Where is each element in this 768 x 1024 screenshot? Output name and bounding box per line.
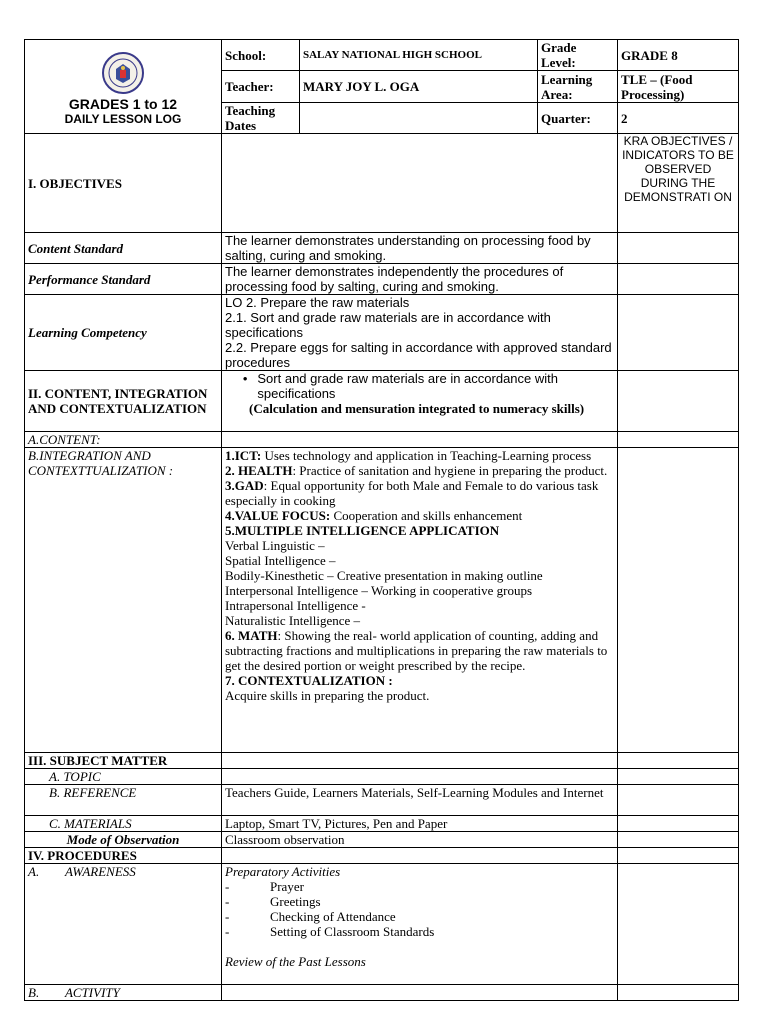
teacher-label: Teacher:: [222, 71, 300, 103]
deped-seal-icon: [101, 51, 145, 95]
awareness-label: A. AWARENESS: [25, 864, 222, 985]
teacher-value: MARY JOY L. OGA: [300, 71, 538, 103]
mi-item: Interpersonal Intelligence – Working in cooperative groups: [225, 583, 533, 598]
learning-area-label: Learning Area:: [538, 71, 618, 103]
performance-standard-value: The learner demonstrates independently the procedures of processing food by salting, curing and smoking.: [222, 264, 618, 295]
performance-standard-label: Performance Standard: [25, 264, 222, 295]
subject-matter-blank: [222, 753, 618, 769]
mi-item: Intrapersonal Intelligence -: [225, 598, 366, 613]
school-label: School:: [222, 40, 300, 71]
activity-kra: [618, 985, 739, 1001]
a-content-value: [222, 432, 618, 448]
quarter-label: Quarter:: [538, 103, 618, 134]
activity-label: B. ACTIVITY: [25, 985, 222, 1001]
health-bold: 2. HEALTH: [225, 463, 293, 478]
procedures-kra: [618, 848, 739, 864]
b-integration-label: B.INTEGRATION AND CONTEXTTUALIZATION :: [25, 448, 222, 753]
content-kra: [618, 371, 739, 432]
topic-kra: [618, 769, 739, 785]
mode-of-observation-label: Mode of Observation: [25, 832, 222, 848]
mi-item: Naturalistic Intelligence –: [225, 613, 361, 628]
subject-matter-heading: III. SUBJECT MATTER: [25, 753, 222, 769]
integration-note: (Calculation and mensuration integrated to numeracy skills): [249, 401, 585, 416]
ict-text: Uses technology and application in Teaching-Learning process: [261, 448, 592, 463]
learning-competency-value: [222, 295, 618, 371]
materials-label: C. MATERIALS: [25, 816, 222, 832]
awareness-kra: [618, 864, 739, 985]
integration-value: [222, 448, 618, 753]
a-content-kra: [618, 432, 739, 448]
learning-area-value: TLE – (Food Processing): [618, 71, 739, 103]
context-text: Acquire skills in preparing the product.: [225, 688, 430, 703]
gad-line: [225, 478, 614, 508]
preparatory-item: - Prayer: [225, 879, 304, 894]
reference-value: Teachers Guide, Learners Materials, Self-Learning Modules and Internet: [222, 785, 618, 816]
competency-line: 2.1. Sort and grade raw materials are in accordance with specifications: [225, 310, 551, 340]
school-value: SALAY NATIONAL HIGH SCHOOL: [300, 40, 538, 71]
lesson-log-table: [24, 39, 739, 1001]
value-text: Cooperation and skills enhancement: [330, 508, 523, 523]
preparatory-item: - Greetings: [225, 894, 321, 909]
materials-kra: [618, 816, 739, 832]
reference-kra: [618, 785, 739, 816]
procedures-heading: IV. PROCEDURES: [25, 848, 222, 864]
materials-value: Laptop, Smart TV, Pictures, Pen and Paper: [222, 816, 618, 832]
value-line: [225, 508, 614, 523]
content-bullet-text: Sort and grade raw materials are in accordance with specifications: [257, 371, 558, 401]
competency-line: 2.2. Prepare eggs for salting in accordance with approved standard procedures: [225, 340, 612, 370]
teaching-dates-value: [300, 103, 538, 134]
content-standard-label: Content Standard: [25, 233, 222, 264]
preparatory-item: - Checking of Attendance: [225, 909, 396, 924]
subject-matter-kra: [618, 753, 739, 769]
quarter-value: 2: [618, 103, 739, 134]
awareness-value: [222, 864, 618, 985]
grades-title: GRADES 1 to 12: [68, 96, 178, 112]
content-bullet: [225, 371, 614, 401]
mode-of-observation-value: Classroom observation: [222, 832, 618, 848]
mi-item: Spatial Intelligence –: [225, 553, 336, 568]
math-line: [225, 628, 614, 673]
activity-value: [222, 985, 618, 1001]
health-text: : Practice of sanitation and hygiene in preparing the product.: [292, 463, 608, 478]
teaching-dates-label: Teaching Dates: [222, 103, 300, 134]
mode-of-observation-kra: [618, 832, 739, 848]
gad-bold: 3.GAD: [225, 478, 264, 493]
learning-competency-kra: [618, 295, 739, 371]
mi-item: Verbal Linguistic –: [225, 538, 325, 553]
a-content-label: A.CONTENT:: [25, 432, 222, 448]
ict-bold: 1.ICT:: [225, 448, 262, 463]
content-value: [222, 371, 618, 432]
header-logo-cell: [25, 40, 222, 134]
spacer: [225, 939, 614, 954]
math-text: : Showing the real- world application of counting, adding and subtracting fractions and multiplications in preparing the raw materials to get the desired portion or weight prescribed by the recipe.: [225, 628, 608, 673]
review-past-lessons: Review of the Past Lessons: [225, 954, 366, 969]
content-standard-value: The learner demonstrates understanding on processing food by salting, curing and smoking.: [222, 233, 618, 264]
reference-label: B. REFERENCE: [25, 785, 222, 816]
objectives-heading: I. OBJECTIVES: [25, 134, 222, 233]
bullet-icon: •: [242, 371, 248, 386]
math-bold: 6. MATH: [225, 628, 278, 643]
topic-value: [222, 769, 618, 785]
procedures-blank: [222, 848, 618, 864]
content-standard-kra: [618, 233, 739, 264]
objectives-blank: [222, 134, 618, 233]
daily-lesson-log: [24, 39, 738, 1001]
ict-line: [225, 448, 614, 463]
dll-title: DAILY LESSON LOG: [64, 112, 182, 126]
value-bold: 4.VALUE FOCUS:: [225, 508, 331, 523]
topic-label: A. TOPIC: [25, 769, 222, 785]
kra-heading: KRA OBJECTIVES / INDICATORS TO BE OBSERVED DURING THE DEMONSTRATI ON: [618, 134, 739, 233]
grade-level-value: GRADE 8: [618, 40, 739, 71]
integration-kra: [618, 448, 739, 753]
health-line: [225, 463, 614, 478]
competency-line: LO 2. Prepare the raw materials: [225, 295, 410, 310]
mi-item: Bodily-Kinesthetic – Creative presentation in making outline: [225, 568, 543, 583]
preparatory-activities: Preparatory Activities: [225, 864, 341, 879]
learning-competency-label: Learning Competency: [25, 295, 222, 371]
performance-standard-kra: [618, 264, 739, 295]
gad-text: : Equal opportunity for both Male and Female to do various task especially in cooking: [225, 478, 599, 508]
grade-level-label: Grade Level:: [538, 40, 618, 71]
content-heading: II. CONTENT, INTEGRATION AND CONTEXTUALIZATION: [25, 371, 222, 432]
mi-heading: 5.MULTIPLE INTELLIGENCE APPLICATION: [225, 523, 500, 538]
preparatory-item: - Setting of Classroom Standards: [225, 924, 435, 939]
context-bold: 7. CONTEXTUALIZATION :: [225, 673, 393, 688]
